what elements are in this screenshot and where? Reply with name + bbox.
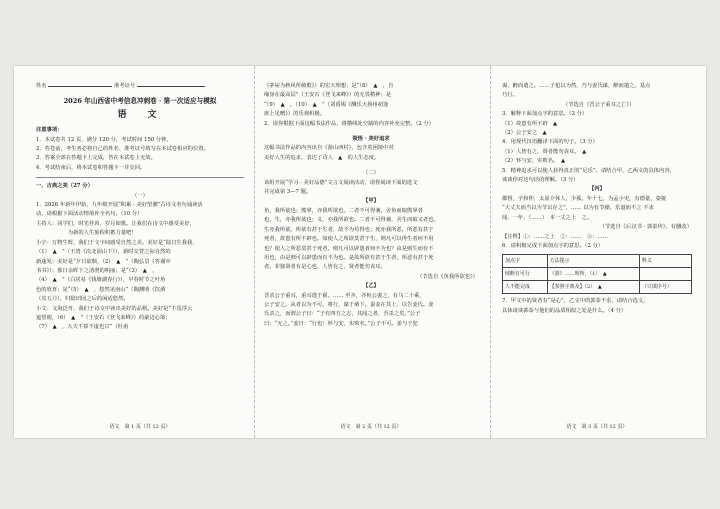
- page-1: [36, 82, 244, 430]
- exam-sheet: [14, 66, 706, 438]
- exam-title: 2026 年山西省中考信息冲刺卷 · 第一次适应与模拟: [63, 97, 217, 106]
- page-divider: [254, 66, 255, 438]
- page-3: [502, 82, 692, 430]
- text-line: 色的欣喜；是“（5） ▲ ，悠然见南山”（陶渊明《饮酒: [36, 286, 166, 293]
- table-header-cell: 加点字: [503, 255, 548, 268]
- question-5: 5．精神追求可以使人获得真正的“足乐”。请结合甲、乙两文的具体内容，: [502, 167, 675, 174]
- answer-item: （2）怀与安，实败名。 ▲: [502, 158, 566, 165]
- question-7: 7．甲文中的贤者有“是心”，乙文中的郭泰不求，请结合选文，: [502, 298, 649, 305]
- text-line: 为新的人生旅程积蓄力量吧！: [36, 230, 137, 237]
- text-line: （节选自《晋公子重耳之亡》）: [502, 101, 635, 108]
- page-2: [264, 82, 478, 430]
- passage-source: （节选自《鱼我所欲也》）: [417, 273, 478, 280]
- notice-item: 1．本试卷共 12 页，满分 120 分，考试时间 150 分钟。: [36, 136, 172, 143]
- passage-source: （节选自《后汉书 · 郭泰传》，有删改）: [599, 224, 692, 231]
- passage-line: 生亦我所欲，所欲有甚于生者，故不为苟得也；死亦我所恶，所恶有甚于: [264, 226, 434, 233]
- text-line: 乃行。: [502, 92, 518, 99]
- text-line: （7） ▲ ，大夫不算不虚也甘”（杜甫: [36, 324, 129, 331]
- section-heading: 一、古典之美（27 分）: [36, 183, 93, 190]
- intro-line: 并完成第 3—7 题。: [264, 189, 312, 196]
- table-cell: 人不能完成: [503, 281, 548, 294]
- calligraphy-heading: 领悟 · 美好追求: [352, 136, 390, 143]
- notice-item: 3．答案全部在答题卡上完成，答在本试卷上无效。: [36, 155, 156, 162]
- notice-title: 注意事项：: [36, 127, 63, 134]
- name-label: 姓名: [36, 83, 47, 89]
- table-cell: 【参照字典及】（2） ▲: [547, 281, 639, 294]
- passage-line: 用也，由是则可以辟患而有不为也。是故所欲有甚于生者，所恶有甚于死: [264, 254, 434, 261]
- method-table: [502, 254, 692, 294]
- passage-line: 氏杀之，而谓公子曰：“子有四方之志，其闻之者，吾杀之矣。”公子: [264, 311, 421, 318]
- question-3: 3．解释下面加点字的意思。（2 分）: [502, 111, 588, 118]
- text-line: 1．2026 年新年伊始，九年级开展“积累 · 美好望潮”古诗文名句诵读活: [36, 202, 203, 209]
- table-cell: 续断有可行: [503, 268, 548, 281]
- annotation-note: 【注释】①：……之上 ②：…… ③：……: [502, 233, 608, 240]
- part-heading: （二）: [363, 170, 379, 177]
- text-line: 《茅屋为秋风所破歌》）的宏大理想；是“（8） ▲ ，自: [264, 83, 394, 89]
- intro-line: 该组开展“学习 · 美好品德”文言文阅读活动，请你阅读下面的选文: [264, 179, 418, 186]
- text-line: 谋，醉而遣之。……子犯以为然，乃与姜氏谋，醉而遣之。基点: [502, 83, 651, 89]
- passage-line: 晋杀公子重耳，重耳逃于翟。…… 至齐，齐桓公妻之，有马二十乘，: [264, 292, 425, 299]
- text-line: 新蓬发；美好是“夕日欲颓，（2） ▲ ”（陶弘景《答谢中: [36, 258, 171, 265]
- header-fields: [36, 82, 244, 91]
- passage-line: 都督，字和仲，太原介休人，少孤，年十七，为孟小吏，有德量，姿貌: [502, 195, 667, 202]
- text-line: “（9） ▲ ，（10） ▲ ”（刘禹锡《酬乐天扬州初逢: [264, 101, 389, 108]
- passage-line: 也。生，亦我所欲也；义，亦我所欲也。二者不可得兼，舍生而取义者也。: [264, 217, 439, 224]
- passage-line: 曰：“无之。”姜曰：“行也！怀与安，实败名。”公子不可。姜与子犯: [264, 320, 418, 327]
- text-line: 小文：文海泛舟，我们于诗文中读出美好的品格。美好是“不畏浮云: [36, 305, 193, 312]
- text-line: 动。请根据下面活动情境补全名句。（10 分）: [36, 211, 143, 218]
- passage-line: “大丈夫而当以为节以存之”，…… 以为有节操，乐道而不之 不求: [502, 205, 654, 212]
- answer-item: （1）人皆有之，贤者能勿丧耳。 ▲: [502, 148, 587, 155]
- part-heading: （一）: [132, 192, 148, 199]
- exam-no-label: 准考证号: [113, 83, 136, 89]
- text-line: 缘身在最高层”（王安石《登飞来峰》）的无畏精神；是: [264, 92, 392, 99]
- calligraphy-line: 美好人生的追求，表达了诗人 ▲ 的人生态度。: [264, 154, 380, 161]
- page-footer: 语文 第 1 页（共 12 页）: [109, 423, 171, 430]
- passage-line: 者。非独贤者有是心也，人皆有之，贤者能勿丧耳。: [264, 264, 386, 271]
- divider: [36, 177, 244, 178]
- table-header-cell: 释义: [639, 255, 691, 268]
- page-footer: 语文 第 3 页（共 12 页）: [566, 423, 628, 430]
- table-row: [503, 281, 692, 294]
- text-line: （其五）》），归隐田园之后的闲适悠然。: [36, 296, 129, 303]
- page-divider: [490, 66, 491, 438]
- question-5: 谈谈你对这句话的理解。（3 分）: [502, 177, 579, 184]
- table-row: [503, 268, 692, 281]
- text-line: 小宇：万物生辉，我们于文字间感受自然之美。美好是“陆日生我我，: [36, 239, 198, 246]
- page-footer: 语文 第 2 页（共 12 页）: [340, 423, 402, 430]
- text-line: （4） ▲ ”（白居易《钱塘湖春行》），早春时节之叶角: [36, 277, 166, 284]
- calligraphy-line: 这幅书法作品的内容出自《游山西村》，包含着困境中对: [264, 145, 394, 152]
- text-line: （1） ▲ ”（王湾《次北固山下》），新时交替之际自然的: [36, 249, 171, 256]
- question-2: 2．请你根据下面这幅书法作品，将横线处空缺的内容补充完整。（2 分）: [264, 120, 434, 127]
- passage-line: 公子安之。从者以为不可，将行，谋于桑下。蚕妾在其上，以告姜氏。姜: [264, 301, 434, 308]
- question-4: 4．用现代汉语翻译下面的句子。（3 分）: [502, 139, 598, 146]
- notice-item: 2．答卷前，考生务必将自己的姓名、准考证号填写在本试卷相应的位置。: [36, 146, 209, 153]
- subject-title: 语 文: [117, 109, 163, 120]
- table-header-cell: 方法提示: [547, 255, 639, 268]
- passage-line: 也？使人之所恶莫甚于死者，则凡可以辟患者何不为也？由是则生而有不: [264, 245, 434, 252]
- passage-line: 鱼，我所欲也；熊掌，亦我所欲也。二者不可得兼，舍鱼而取熊掌者: [264, 207, 423, 214]
- passage-label: 【丙】: [589, 186, 605, 193]
- question-7: 具体谈谈郭泰与他们的品质相似之处是什么。（4 分）: [502, 307, 627, 314]
- answer-item: （1）故患有所不辟 ▲: [502, 120, 558, 127]
- table-cell: [639, 268, 691, 281]
- passage-line: 闻，一年，（……） 本一丈之上 之。: [502, 214, 593, 221]
- passage-label: 【乙】: [363, 283, 379, 290]
- text-line: 书书》）；那日余晖下之清澄的明丽；是“（3） ▲ ，: [36, 267, 158, 274]
- question-6: 6．请积极完成下面加点字的意思。（2 分）: [502, 242, 604, 249]
- text-line: 主持人：同学们，时光荏苒，岁月如歌。让我们在诗文中感受美好，: [36, 220, 195, 227]
- text-line: 席上见赠》）的乐观积极。: [264, 111, 325, 118]
- answer-item: （2）公子安之 ▲: [502, 130, 547, 137]
- notice-item: 4．考试结束后，将本试卷和答题卡一并交回。: [36, 164, 146, 171]
- text-line: 遮望眼，（6） ▲ ”（王安石《登飞来峰》）的豪迈心境；: [36, 314, 171, 321]
- table-cell: （只填序号）: [639, 281, 691, 294]
- table-cell: 《游》……明所，（1） ▲: [547, 268, 639, 281]
- passage-line: 死者，故患有所不辟也。如使人之所欲莫甚于生，则凡可以得生者何不用: [264, 236, 434, 243]
- passage-label: 【甲】: [363, 198, 379, 205]
